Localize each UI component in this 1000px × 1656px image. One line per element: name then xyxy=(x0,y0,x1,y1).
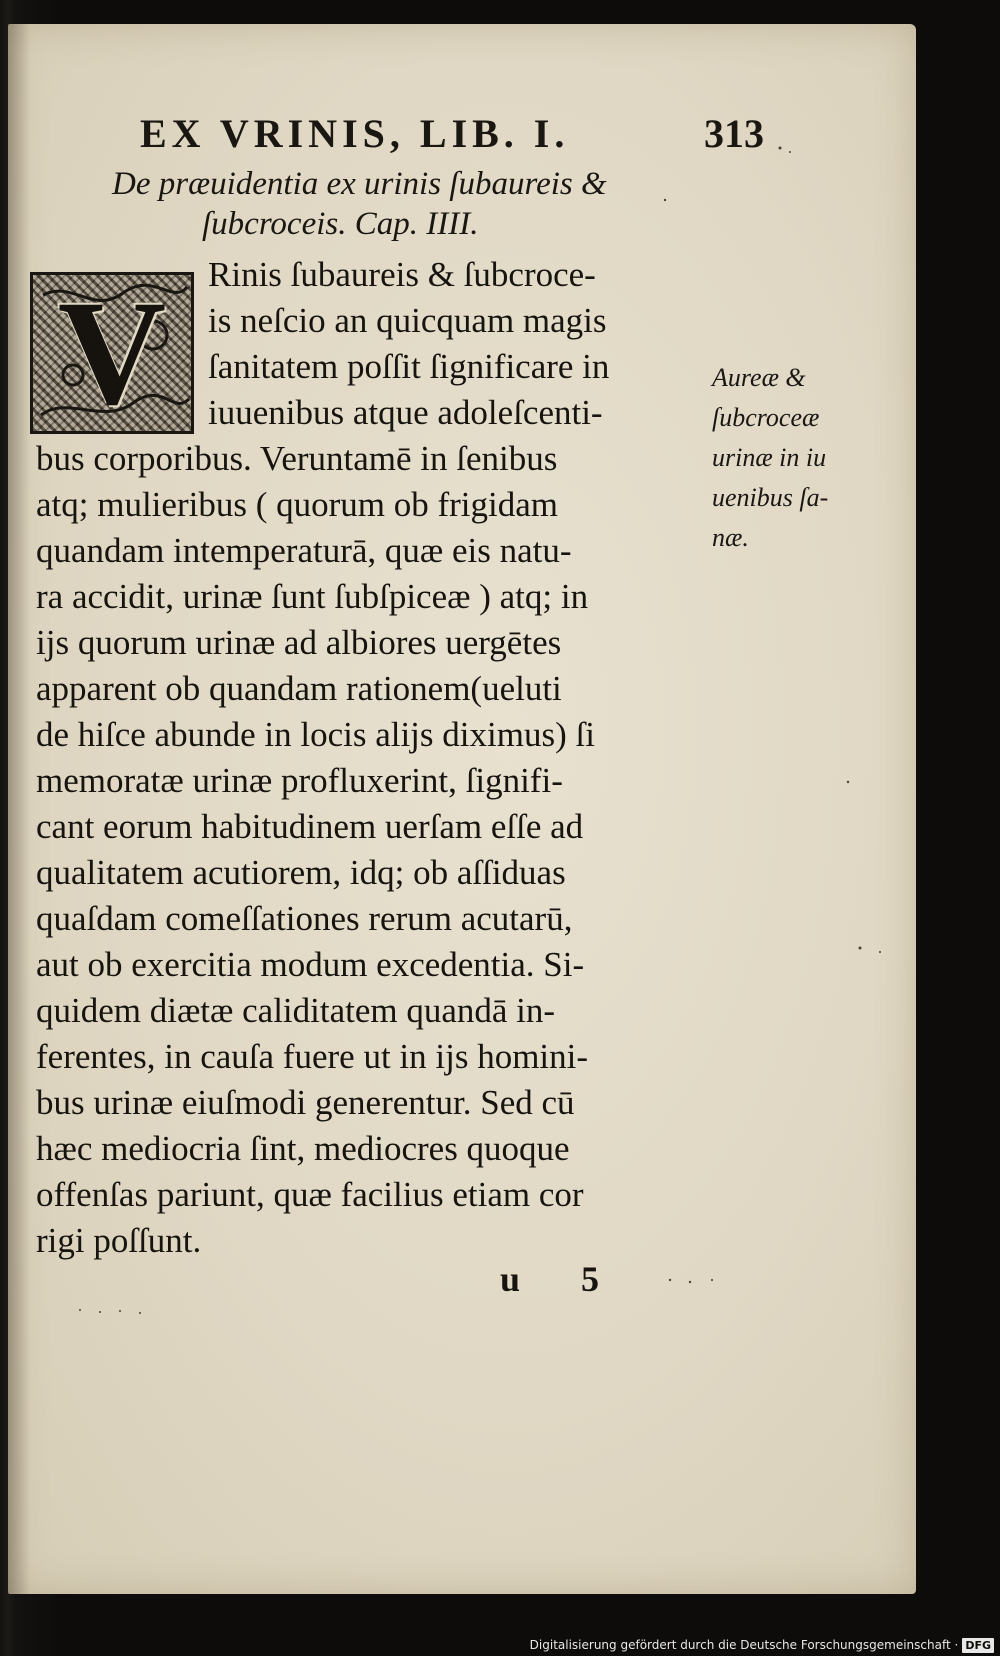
text-line: offenſas pariunt, quæ facilius etiam cor xyxy=(36,1175,584,1214)
page-number: 313 xyxy=(704,111,764,156)
text-line: Rinis ſubaureis & ſubcroce- xyxy=(208,255,596,294)
running-head: EX VRINIS, LIB. I. xyxy=(140,111,570,156)
marginal-note-line: næ. xyxy=(712,523,749,552)
chapter-title-line-2: ſubcroceis. Cap. IIII. xyxy=(202,206,479,242)
signature-mark: u 5 xyxy=(500,1259,626,1299)
marginal-note-line: urinæ in iu xyxy=(712,443,827,472)
chapter-title-line-1: De præuidentia ex urinis ſubaureis & xyxy=(112,166,607,202)
marginal-note-line: Aureæ & xyxy=(712,363,806,392)
marginal-note xyxy=(712,358,862,558)
text-line: aut ob exercitia modum excedentia. Si- xyxy=(36,945,585,984)
dfg-logo-icon: DFG xyxy=(962,1638,994,1653)
text-line: hæc mediocria ſint, mediocres quoque xyxy=(36,1129,570,1168)
text-line: cant eorum habitudinem uerſam eſſe ad xyxy=(36,807,584,846)
text-line: bus corporibus. Veruntamē in ſenibus xyxy=(36,439,558,478)
text-line: ra accidit, urinæ ſunt ſubſpiceæ ) atq; in xyxy=(36,577,589,616)
text-line: atq; mulieribus ( quorum ob frigidam xyxy=(36,485,558,524)
chapter-title xyxy=(112,164,692,244)
page-header xyxy=(130,110,830,160)
footer-credit: Digitalisierung gefördert durch die Deutsche Forschungsgemeinschaft · xyxy=(529,1638,959,1652)
text-line: quandam intemperaturā, quæ eis natu- xyxy=(36,531,572,570)
body-text xyxy=(36,252,716,1264)
text-line: iuuenibus atque adoleſcenti- xyxy=(208,393,603,432)
marginal-note-line: ſubcroceæ xyxy=(712,403,820,432)
initial-letter: V xyxy=(57,272,167,434)
text-line: bus urinæ eiuſmodi generentur. Sed cū xyxy=(36,1083,575,1122)
text-line: ferentes, in cauſa fuere ut in ijs homini- xyxy=(36,1037,589,1076)
digitization-footer xyxy=(530,1634,994,1656)
text-line: ſanitatem poſſit ſignificare in xyxy=(208,347,610,386)
text-line: quaſdam comeſſationes rerum acutarū, xyxy=(36,899,573,938)
text-line: memoratæ urinæ profluxerint, ſignifi- xyxy=(36,761,563,800)
marginal-note-line: uenibus ſa- xyxy=(712,483,829,512)
text-line: rigi poſſunt. xyxy=(36,1221,202,1260)
text-line: de hiſce abunde in locis alijs diximus) ſi xyxy=(36,715,595,754)
text-line: quidem diætæ caliditatem quandā in- xyxy=(36,991,556,1030)
text-line: qualitatem acutiorem, idq; ob aſſiduas xyxy=(36,853,566,892)
text-line: apparent ob quandam rationem(ueluti xyxy=(36,669,562,708)
text-line: ijs quorum urinæ ad albiores uergētes xyxy=(36,623,562,662)
text-line: is neſcio an quicquam magis xyxy=(208,301,607,340)
